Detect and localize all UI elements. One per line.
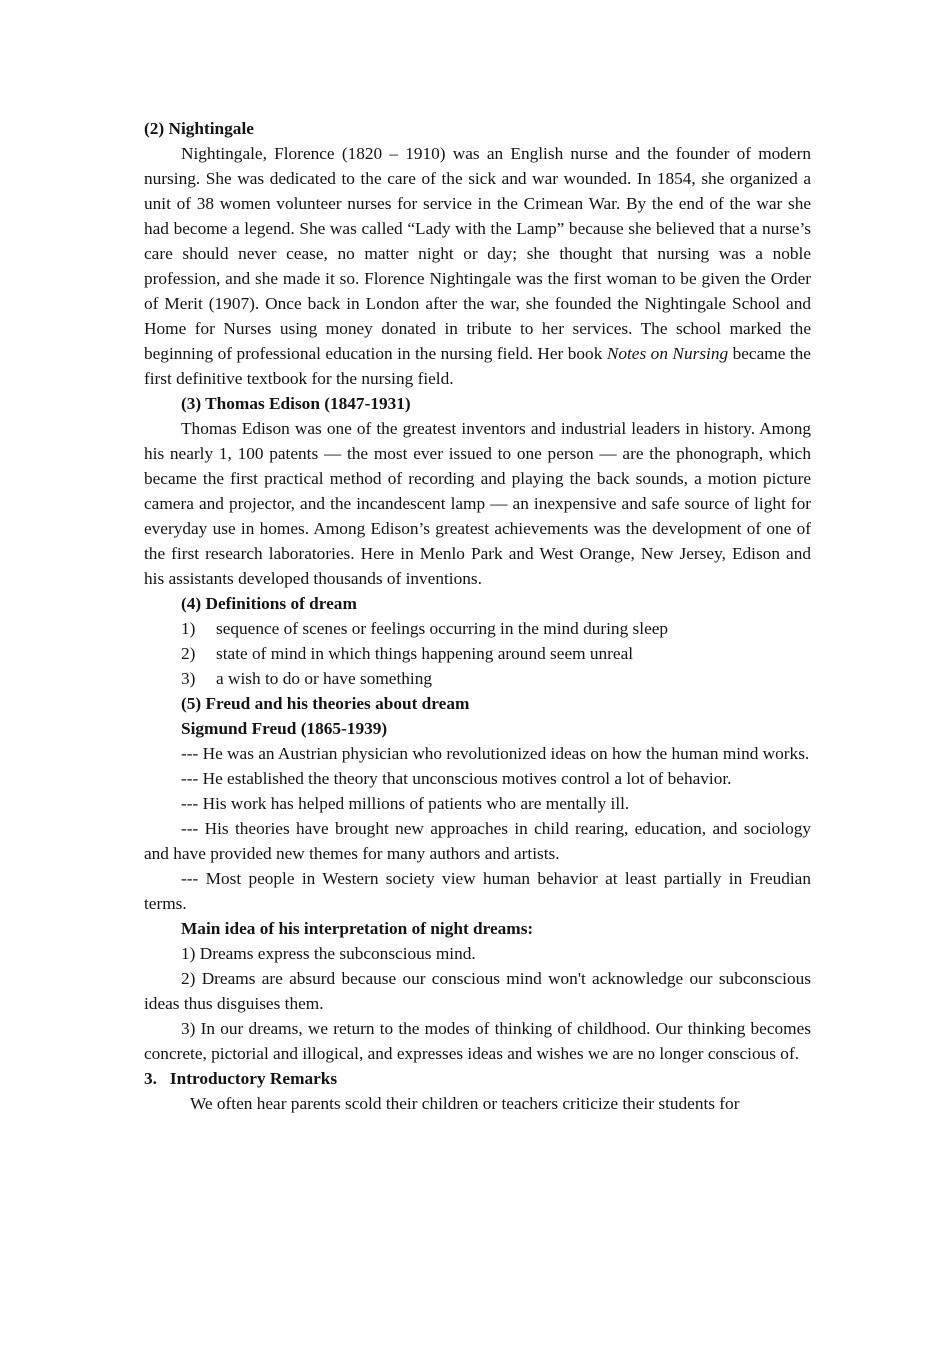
main-idea-item: 1) Dreams express the subconscious mind. (181, 944, 476, 963)
definition-text: sequence of scenes or feelings occurring in the mind during sleep (216, 619, 669, 638)
freud-point: --- He was an Austrian physician who revolutionized ideas on how the human mind works. (181, 744, 810, 763)
freud-point: --- His theories have brought new approaches in child rearing, education, and sociology and have provided new themes for many authors and artists. (144, 819, 811, 863)
definition-number: 1) (181, 619, 196, 638)
section-heading-edison: (3) Thomas Edison (1847-1931) (181, 394, 411, 413)
document-page (144, 116, 811, 1116)
definition-text: state of mind in which things happening around seem unreal (216, 644, 634, 663)
section-heading-introductory-remarks: 3. Introductory Remarks (144, 1069, 338, 1088)
definition-number: 3) (181, 669, 196, 688)
freud-point: --- His work has helped millions of patients who are mentally ill. (181, 794, 630, 813)
nightingale-text-end: became the first definitive textbook for the nursing field. (144, 344, 811, 388)
main-idea-item: 2) Dreams are absurd because our conscious mind won't acknowledge our subconscious ideas thus disguises them. (144, 969, 811, 1013)
main-idea-item: 3) In our dreams, we return to the modes of thinking of childhood. Our thinking becomes concrete, pictorial and illogical, and expresses ideas and wishes we are no longer conscious of. (144, 1019, 811, 1063)
freud-point: --- He established the theory that unconscious motives control a lot of behavior. (181, 769, 732, 788)
section-heading-freud: (5) Freud and his theories about dream (181, 694, 470, 713)
section-heading-dream-definitions: (4) Definitions of dream (181, 594, 357, 613)
edison-paragraph: Thomas Edison was one of the greatest inventors and industrial leaders in history. Among his nearly 1, 100 patents — the most ever issued to one person — are the phonograph, which became the first practical method of recording and playing the back sounds, a motion picture camera and projector, and the incandescent lamp — an inexpensive and safe source of light for everyday use in homes. Among Edison’s greatest achievements was the development of one of the first research laboratories. Here in Menlo Park and West Orange, New Jersey, Edison and his assistants developed thousands of inventions. (144, 419, 811, 588)
nightingale-text: Nightingale, Florence (1820 – 1910) was an English nurse and the founder of modern nursing. She was dedicated to the care of the sick and war wounded. In 1854, she organized a unit of 38 women volunteer nurses for service in the Crimean War. By the end of the war she had become a legend. She was called “Lady with the Lamp” because she believed that a nurse’s care should never cease, no matter night or day; she thought that nursing was a noble profession, and she made it so. Florence Nightingale was the first woman to be given the Order of Merit (1907). Once back in London after the war, she founded the Nightingale School and Home for Nurses using money donated in tribute to her services. The school marked the beginning of professional education in the nursing field. Her book (144, 144, 811, 363)
freud-point: --- Most people in Western society view human behavior at least partially in Freudian terms. (144, 869, 811, 913)
definition-item (144, 616, 811, 641)
introductory-paragraph: We often hear parents scold their children or teachers criticize their students for (190, 1094, 740, 1113)
book-title: Notes on Nursing (606, 344, 729, 363)
definition-item (144, 641, 811, 666)
subheading-sigmund-freud: Sigmund Freud (1865-1939) (181, 719, 388, 738)
section-heading-nightingale: (2) Nightingale (144, 119, 254, 138)
definition-item (144, 666, 811, 691)
definition-number: 2) (181, 644, 196, 663)
nightingale-paragraph (144, 141, 811, 391)
main-idea-heading: Main idea of his interpretation of night dreams: (181, 919, 534, 938)
definition-text: a wish to do or have something (216, 669, 432, 688)
